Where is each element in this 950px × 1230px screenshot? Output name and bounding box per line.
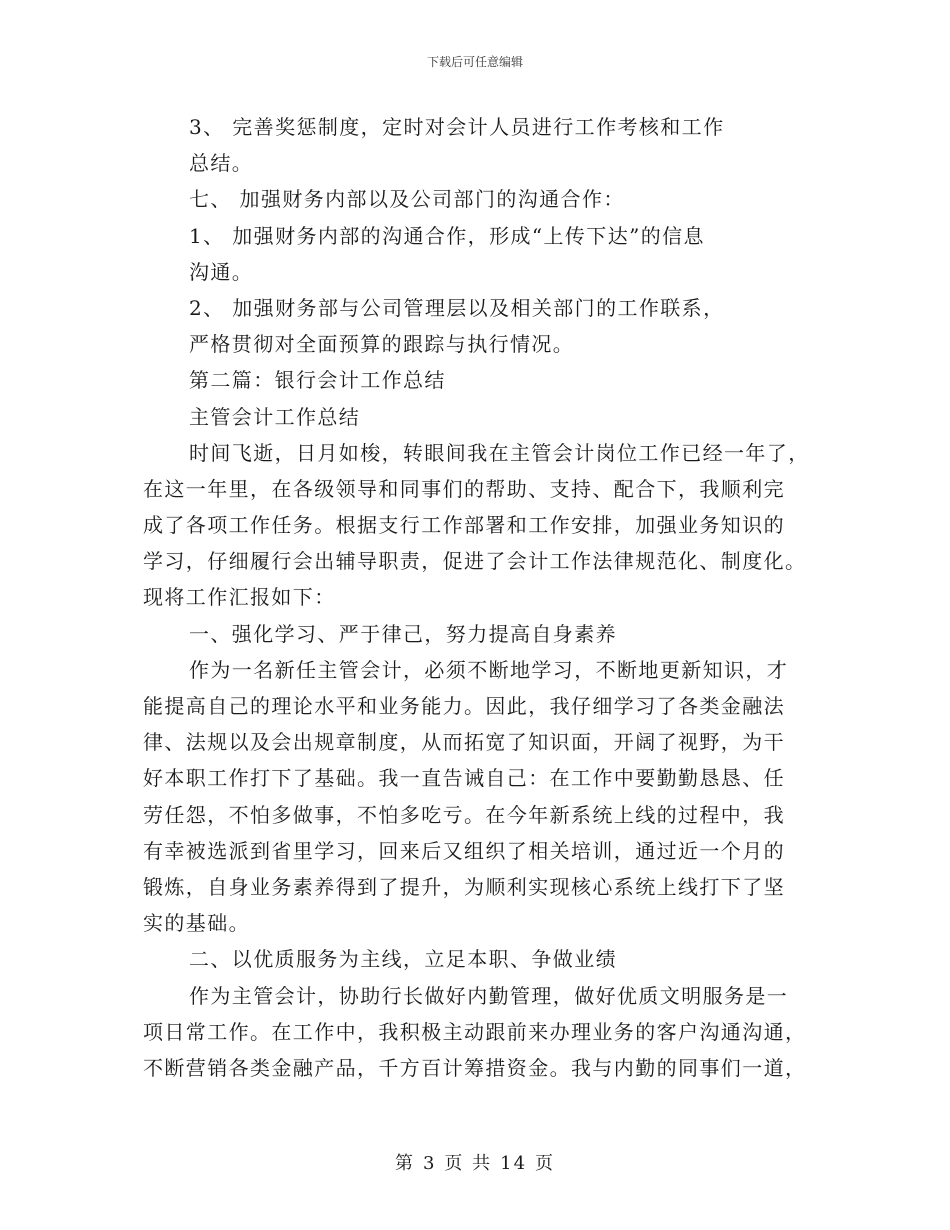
text-line: 作为主管会计，协助行长做好内勤管理，做好优质文明服务是一 xyxy=(189,983,789,1008)
text-line: 不断营销各类金融产品，千方百计筹措资金。我与内勤的同事们一道， xyxy=(143,1055,807,1080)
text-line: 3、 完善奖惩制度，定时对会计人员进行工作考核和工作 xyxy=(189,115,725,139)
text-line: 现将工作汇报如下： xyxy=(143,585,336,610)
total-pages: 14 xyxy=(500,1153,528,1174)
chapter-title: 第二篇：银行会计工作总结 xyxy=(189,368,446,393)
current-page: 3 xyxy=(422,1153,437,1174)
text-line: 时间飞逝，日月如梭，转眼间我在主管会计岗位工作已经一年了， xyxy=(189,440,810,465)
text-line: 1、 加强财务内部的沟通合作，形成“上传下达”的信息 xyxy=(189,223,705,248)
text-line: 项日常工作。在工作中，我积极主动跟前来办理业务的客户沟通沟通， xyxy=(143,1019,807,1044)
text-line: 劳任怨，不怕多做事，不怕多吃亏。在今年新系统上线的过程中，我 xyxy=(143,802,785,827)
text-line: 在这一年里，在各级领导和同事们的帮助、支持、配合下，我顺利完 xyxy=(143,476,785,501)
document-body xyxy=(143,109,808,1086)
text-line: 总结。 xyxy=(189,151,254,176)
section-heading: 七、 加强财务内部以及公司部门的沟通合作： xyxy=(189,187,625,212)
section-heading: 二、以优质服务为主线，立足本职、争做业绩 xyxy=(189,947,617,972)
section-heading: 一、强化学习、严于律己，努力提高自身素养 xyxy=(189,621,617,646)
text-line: 好本职工作打下了基础。我一直告诫自己：在工作中要勤勤恳恳、任 xyxy=(143,766,785,791)
text-line: 严格贯彻对全面预算的跟踪与执行情况。 xyxy=(189,332,575,357)
text-line: 2、 加强财务部与公司管理层以及相关部门的工作联系， xyxy=(189,295,725,320)
text-line: 能提高自己的理论水平和业务能力。因此，我仔细学习了各类金融法 xyxy=(143,694,785,718)
text-line: 锻炼，自身业务素养得到了提升，为顺利实现核心系统上线打下了坚 xyxy=(143,874,785,899)
page-suffix: 页 xyxy=(535,1153,556,1174)
text-line: 成了各项工作任务。根据支行工作部署和工作安排，加强业务知识的 xyxy=(143,513,785,538)
page-number-footer xyxy=(0,1153,950,1175)
page-middle: 页 共 xyxy=(444,1153,493,1174)
text-line: 沟通。 xyxy=(189,259,254,284)
text-line: 有幸被选派到省里学习，回来后又组织了相关培训，通过近一个月的 xyxy=(143,838,785,863)
page-prefix: 第 xyxy=(394,1153,415,1174)
text-line: 作为一名新任主管会计，必须不断地学习，不断地更新知识，才 xyxy=(189,657,789,682)
text-line: 律、法规以及会出规章制度，从而拓宽了知识面，开阔了视野，为干 xyxy=(143,730,785,755)
header-note: 下载后可任意编辑 xyxy=(426,55,523,69)
document-title: 主管会计工作总结 xyxy=(189,404,361,429)
text-line: 实的基础。 xyxy=(143,911,250,936)
text-line: 学习，仔细履行会出辅导职责，促进了会计工作法律规范化、制度化。 xyxy=(143,549,807,574)
